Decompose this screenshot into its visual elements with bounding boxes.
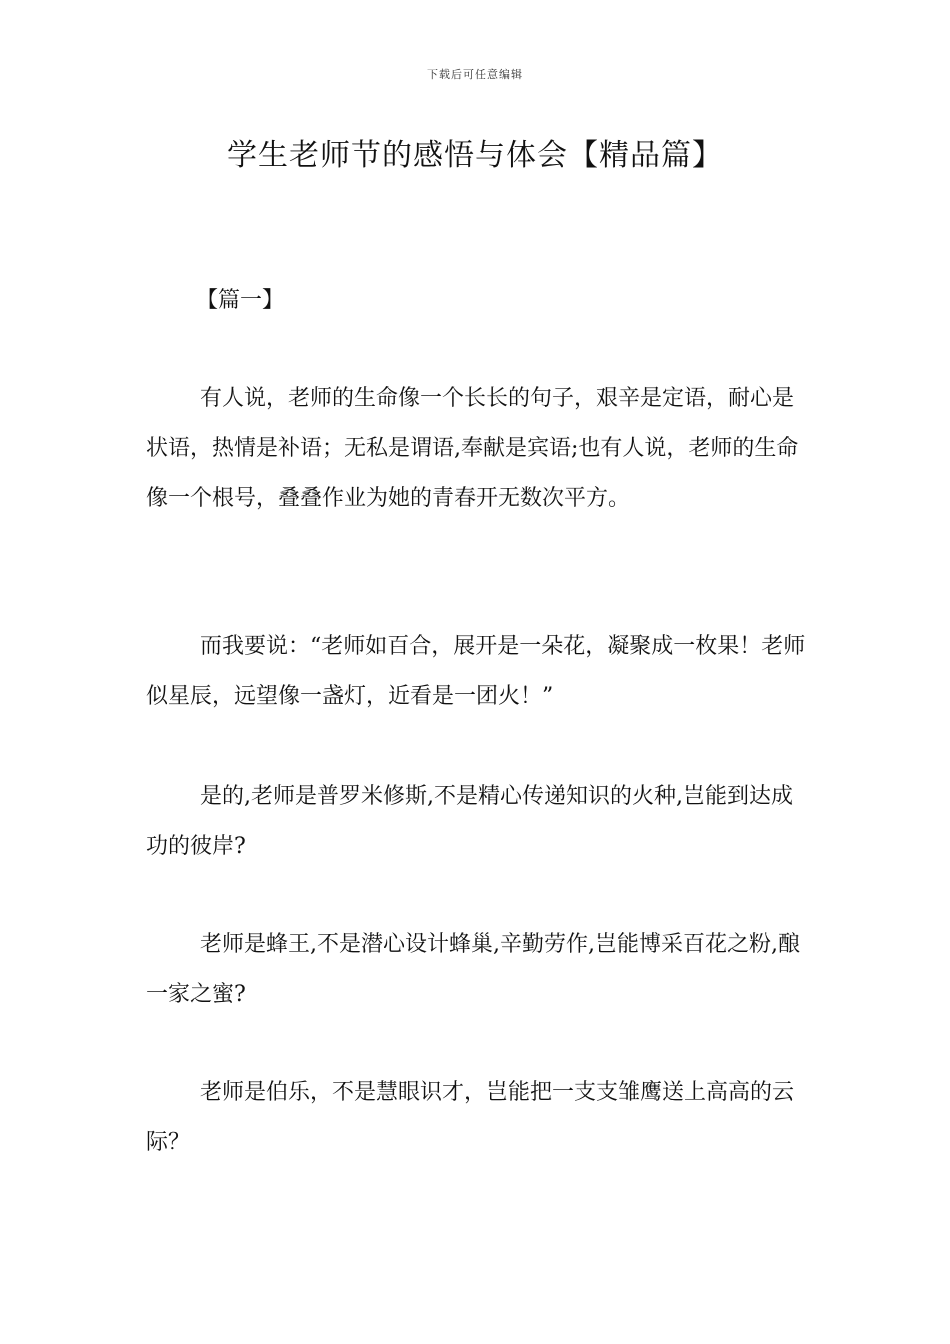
document-title: 学生老师节的感悟与体会【精品篇】 <box>227 138 723 173</box>
header-note: 下载后可任意编辑 <box>427 68 523 81</box>
section-label: 【篇一】 <box>196 288 285 313</box>
paragraph: 老师是伯乐，不是慧眼识才，岂能把一支支雏鹰送上高高的云际？ <box>146 1080 795 1155</box>
paragraph: 是的,老师是普罗米修斯,不是精心传递知识的火种,岂能到达成功的彼岸? <box>146 784 793 859</box>
paragraph: 老师是蜂王,不是潜心设计蜂巢,辛勤劳作,岂能博采百花之粉,酿一家之蜜? <box>146 932 800 1007</box>
paragraph: 有人说，老师的生命像一个长长的句子，艰辛是定语，耐心是状语，热情是补语；无私是谓语,奉献是宾语;也有人说，老师的生命像一个根号，叠叠作业为她的青春开无数次平方。 <box>146 386 799 511</box>
paragraph: 而我要说：“老师如百合，展开是一朵花，凝聚成一枚果！老师似星辰，远望像一盏灯，近看是一团火！” <box>146 634 806 709</box>
